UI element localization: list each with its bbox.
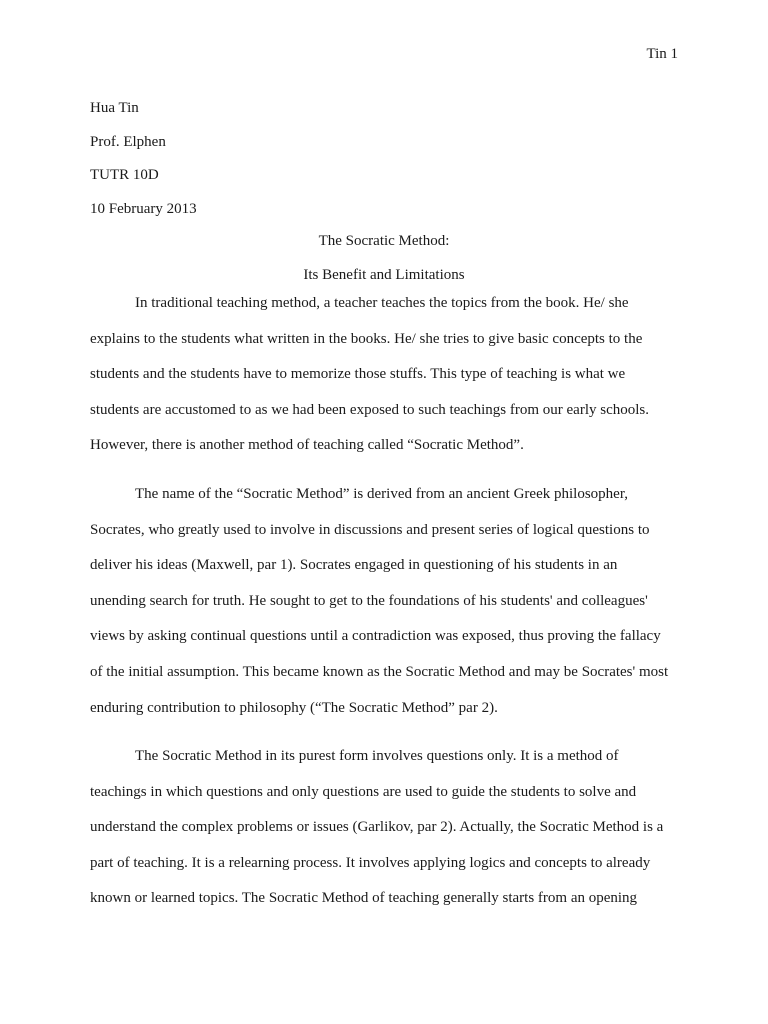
instructor-name: Prof. Elphen bbox=[90, 133, 166, 150]
paragraph-3 bbox=[90, 739, 678, 917]
paragraph-line: enduring contribution to philosophy (“The Socratic Method” par 2). bbox=[90, 699, 498, 716]
essay-title bbox=[90, 225, 678, 292]
paragraph-2 bbox=[90, 477, 678, 726]
paragraph-line: deliver his ideas (Maxwell, par 1). Socrates engaged in questioning of his students in an bbox=[90, 557, 618, 574]
paragraph-line: unending search for truth. He sought to get to the foundations of his students' and colleagues' bbox=[90, 592, 648, 609]
title-line-2: Its Benefit and Limitations bbox=[303, 266, 465, 283]
paragraph-line: students are accustomed to as we had been exposed to such teachings from our early schools. bbox=[90, 401, 649, 418]
paragraph-line: part of teaching. It is a relearning process. It involves applying logics and concepts to already bbox=[90, 854, 651, 871]
author-name: Hua Tin bbox=[90, 100, 139, 116]
paragraph-line: Socrates, who greatly used to involve in discussions and present series of logical questions to bbox=[90, 521, 650, 538]
paragraph-line: The Socratic Method in its purest form involves questions only. It is a method of bbox=[135, 748, 619, 764]
mla-heading bbox=[90, 92, 678, 226]
paragraph-line: In traditional teaching method, a teacher teaches the topics from the book. He/ she bbox=[135, 295, 629, 311]
course-name: TUTR 10D bbox=[90, 167, 159, 183]
paragraph-line: explains to the students what written in the books. He/ she tries to give basic concepts to the bbox=[90, 330, 643, 347]
running-head: Tin 1 bbox=[646, 46, 678, 62]
paragraph-line: However, there is another method of teaching called “Socratic Method”. bbox=[90, 437, 524, 454]
paragraph-1 bbox=[90, 286, 678, 464]
title-line-1: The Socratic Method: bbox=[318, 233, 450, 249]
paragraph-line: of the initial assumption. This became known as the Socratic Method and may be Socrates' most bbox=[90, 663, 669, 680]
paragraph-line: The name of the “Socratic Method” is derived from an ancient Greek philosopher, bbox=[135, 486, 628, 502]
paragraph-line: understand the complex problems or issues (Garlikov, par 2). Actually, the Socratic Method is a bbox=[90, 819, 664, 836]
date: 10 February 2013 bbox=[90, 200, 197, 217]
paragraph-line: students and the students have to memorize those stuffs. This type of teaching is what we bbox=[90, 366, 626, 383]
paragraph-line: known or learned topics. The Socratic Method of teaching generally starts from an opening bbox=[90, 890, 638, 907]
paragraph-line: teachings in which questions and only questions are used to guide the students to solve and bbox=[90, 783, 637, 800]
paragraph-line: views by asking continual questions until a contradiction was exposed, thus proving the fallacy bbox=[90, 628, 661, 645]
